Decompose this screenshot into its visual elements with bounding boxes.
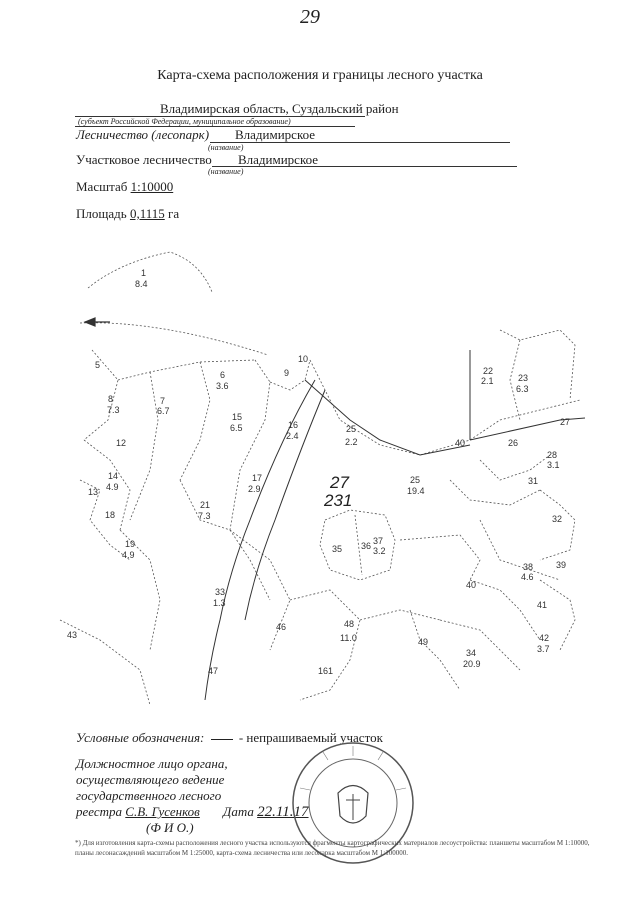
label-q36: 36 bbox=[361, 541, 372, 551]
area-label: Площадь bbox=[76, 206, 127, 221]
scale-label: Масштаб bbox=[76, 179, 128, 194]
label-q8: 8 bbox=[108, 394, 114, 404]
label-q14: 14 bbox=[108, 471, 119, 481]
official-block bbox=[76, 756, 309, 836]
footnote: *) Для изготовления карта-схемы расположения лесного участка используются фрагменты картографических материалов лесоустройства: планшеты масштабом М 1:10000, планы лесонасаждений масштабом М 1:25000, карта-схема лесничества или лесопарка масштабом М 1:100000. bbox=[75, 839, 590, 857]
map-labels bbox=[67, 268, 570, 676]
label-q22: 22 bbox=[483, 366, 494, 376]
label-q10: 10 bbox=[298, 354, 309, 364]
label-q38: 38 bbox=[523, 562, 534, 572]
forestry-value: Владимирское bbox=[235, 127, 316, 142]
label-q9: 9 bbox=[284, 368, 290, 378]
label-q19: 19 bbox=[125, 539, 136, 549]
date-value: 22.11.17 bbox=[257, 804, 309, 820]
region-value: Владимирская область, Суздальский район bbox=[160, 101, 399, 116]
label-q27-big-value: 231 bbox=[324, 491, 353, 510]
label-q1-value: 8.4 bbox=[135, 279, 148, 289]
label-q26: 26 bbox=[508, 438, 519, 448]
label-q27: 27 bbox=[560, 417, 571, 427]
label-q34-value: 20.9 bbox=[463, 659, 481, 669]
label-q21-value: 7.3 bbox=[198, 511, 211, 521]
label-q48-value: 11.0 bbox=[340, 633, 357, 643]
label-q25b-value: 19.4 bbox=[407, 486, 425, 496]
label-q37-value: 3.2 bbox=[373, 546, 386, 556]
label-q22-value: 2.1 bbox=[481, 376, 494, 386]
label-q6: 6 bbox=[220, 370, 226, 380]
label-q25b: 25 bbox=[410, 475, 421, 485]
registry-label: реестра bbox=[76, 804, 123, 819]
label-q31: 31 bbox=[528, 476, 539, 486]
label-q13: 13 bbox=[88, 487, 99, 497]
label-q5: 5 bbox=[95, 360, 101, 370]
label-q28-value: 3.1 bbox=[547, 460, 560, 470]
page-number: 29 bbox=[300, 6, 320, 28]
label-q40b: 40 bbox=[466, 580, 477, 590]
legend-line bbox=[211, 739, 233, 740]
label-q25: 25 bbox=[346, 424, 357, 434]
official-name: С.В. Гусенков bbox=[125, 804, 200, 819]
label-q33: 33 bbox=[215, 587, 226, 597]
label-q23: 23 bbox=[518, 373, 529, 383]
label-q43: 43 bbox=[67, 630, 78, 640]
label-q18: 18 bbox=[105, 510, 116, 520]
label-q27-big: 27 bbox=[330, 473, 349, 492]
forest-map bbox=[0, 240, 640, 715]
label-q34: 34 bbox=[466, 648, 477, 658]
north-arrow bbox=[85, 318, 110, 326]
label-q15-value: 6.5 bbox=[230, 423, 243, 433]
forestry-underline bbox=[210, 142, 510, 143]
label-q23-value: 6.3 bbox=[516, 384, 529, 394]
label-q25-value: 2.2 bbox=[345, 437, 358, 447]
label-q37: 37 bbox=[373, 536, 384, 546]
page-title: Карта-схема расположения и границы лесного участка bbox=[157, 68, 483, 83]
label-q21: 21 bbox=[200, 500, 211, 510]
legend-label: Условные обозначения: bbox=[76, 730, 205, 745]
legend-value: - непрашиваемый участок bbox=[238, 730, 383, 745]
official-line-3: государственного лесного bbox=[76, 788, 222, 803]
region-caption: (субъект Российской Федерации, муниципальное образование) bbox=[78, 117, 291, 126]
area-value: 0,1115 bbox=[129, 206, 165, 221]
label-q19-value: 4.9 bbox=[122, 550, 135, 560]
label-q42: 42 bbox=[539, 633, 550, 643]
quarter-boundaries bbox=[60, 252, 580, 705]
label-q16: 16 bbox=[288, 420, 299, 430]
label-q42-value: 3.7 bbox=[537, 644, 550, 654]
label-q7-value: 6.7 bbox=[157, 406, 170, 416]
district-forestry-underline bbox=[212, 166, 517, 167]
label-q12: 12 bbox=[116, 438, 127, 448]
label-q46: 46 bbox=[276, 622, 287, 632]
label-q17-value: 2.9 bbox=[248, 484, 261, 494]
label-q35: 35 bbox=[332, 544, 343, 554]
official-line-2: осуществляющего ведение bbox=[76, 772, 225, 787]
label-q47: 47 bbox=[208, 666, 219, 676]
label-q161: 161 bbox=[318, 666, 334, 676]
label-q7: 7 bbox=[160, 396, 166, 406]
district-forestry-caption: (название) bbox=[208, 167, 244, 176]
label-q28: 28 bbox=[547, 450, 558, 460]
label-q15: 15 bbox=[232, 412, 243, 422]
label-q1: 1 bbox=[141, 268, 147, 278]
forestry-caption: (название) bbox=[208, 143, 244, 152]
label-q17: 17 bbox=[252, 473, 263, 483]
district-forestry-value: Владимирское bbox=[238, 152, 319, 167]
label-q48: 48 bbox=[344, 619, 355, 629]
label-q6-value: 3.6 bbox=[216, 381, 229, 391]
label-q38-value: 4.6 bbox=[521, 572, 534, 582]
label-q14-value: 4.9 bbox=[106, 482, 119, 492]
area-row bbox=[76, 206, 179, 222]
label-q33-value: 1.3 bbox=[213, 598, 226, 608]
district-forestry-label: Участковое лесничество bbox=[76, 152, 212, 167]
label-q8-value: 7.3 bbox=[107, 405, 120, 415]
label-q41: 41 bbox=[537, 600, 548, 610]
label-q16-value: 2.4 bbox=[286, 431, 299, 441]
official-line-1: Должностное лицо органа, bbox=[76, 756, 228, 771]
roads bbox=[205, 350, 585, 700]
label-q40: 40 bbox=[455, 438, 466, 448]
scale-row bbox=[76, 179, 173, 195]
date-label: Дата bbox=[223, 804, 254, 819]
scale-value: 1:10000 bbox=[130, 179, 174, 194]
area-unit: га bbox=[168, 206, 180, 221]
forestry-label: Лесничество (лесопарк) bbox=[76, 127, 210, 142]
label-q39: 39 bbox=[556, 560, 567, 570]
label-q49: 49 bbox=[418, 637, 429, 647]
label-q32: 32 bbox=[552, 514, 563, 524]
fio-caption: (Ф И О.) bbox=[146, 820, 194, 835]
